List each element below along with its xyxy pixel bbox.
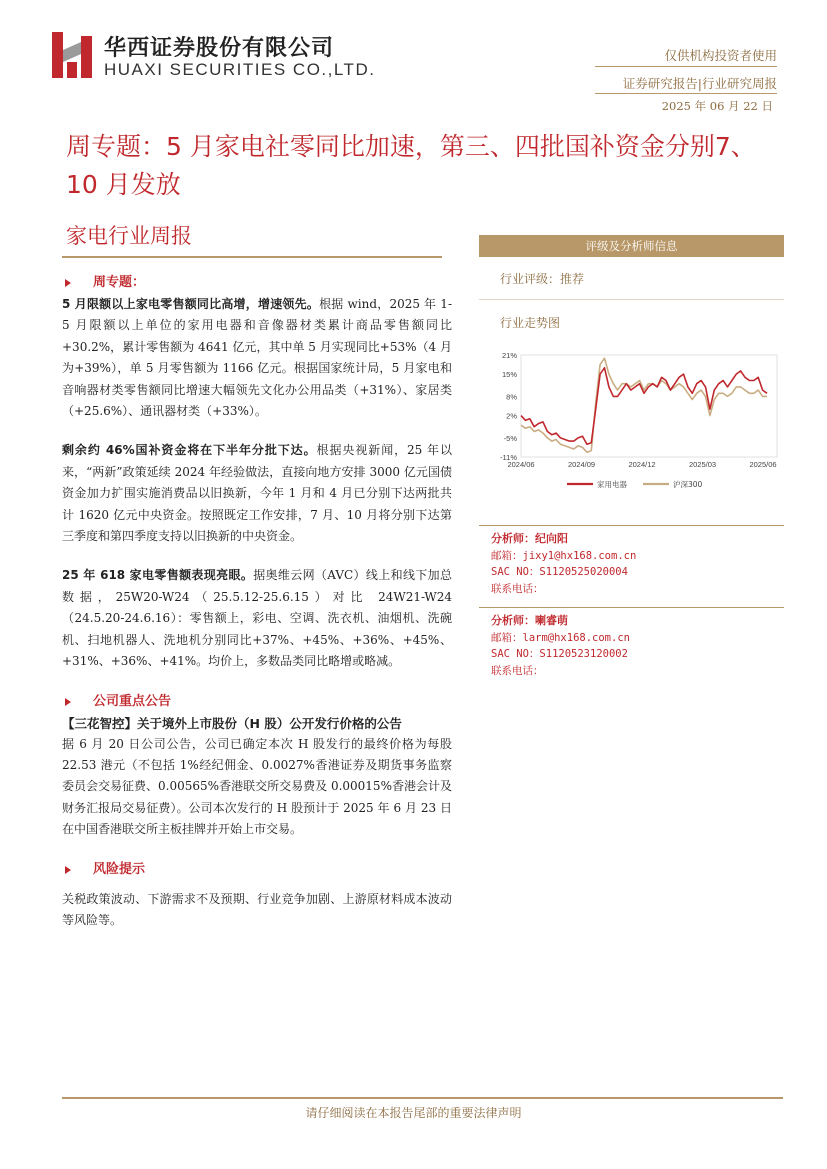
audience-note: 仅供机构投资者使用 xyxy=(664,48,777,63)
paragraph xyxy=(62,440,452,547)
header-divider xyxy=(595,66,777,67)
sidebar-divider xyxy=(479,525,784,526)
analyst-phone: 联系电话： xyxy=(491,664,544,677)
header-divider xyxy=(595,93,777,94)
trend-chart-label: 行业走势图 xyxy=(500,316,561,330)
main-content xyxy=(62,272,452,931)
x-tick-label: 2024/12 xyxy=(628,460,656,469)
section-heading-label: 周专题： xyxy=(93,275,146,291)
x-tick-label: 2024/09 xyxy=(567,460,596,469)
analyst-email: 邮箱：larm@hx168.com.cn xyxy=(491,631,630,644)
report-title: 周专题：5 月家电社零同比加速，第三、四批国补资金分别7、10 月发放 xyxy=(66,132,756,199)
subtitle-divider xyxy=(62,256,442,258)
sidebar xyxy=(479,235,784,677)
paragraph-body: 据奥维云网（AVC）线上和线下加总数据，25W20-W24（25.5.12-25.6.15）对比 24W21-W24（24.5.20-24.6.16）：零售额上，彩电、空调、洗衣机、油烟机、洗碗机、扫地机器人、洗地机分别同比+37%、+45%、+36%、+45%、+31%、+36%、+41%。均价上，多数品类同比略增或略减。 xyxy=(62,568,452,669)
section-heading-label: 风险提示 xyxy=(93,861,146,877)
analyst-sac: SAC NO：S1120523120002 xyxy=(491,648,628,661)
analyst-phone: 联系电话： xyxy=(491,582,544,595)
huaxi-logo-icon xyxy=(52,32,96,78)
y-tick-label: 21% xyxy=(501,351,517,360)
arrow-right-icon xyxy=(65,279,71,287)
legend-label: 家用电器 xyxy=(597,480,627,489)
paragraph-lead: 25 年 618 家电零售额表现亮眼。 xyxy=(62,568,254,583)
industry-rating: 行业评级：推荐 xyxy=(500,272,585,286)
report-category: 证券研究报告|行业研究周报 xyxy=(622,76,777,91)
section-heading-company xyxy=(62,691,452,713)
arrow-right-icon xyxy=(65,698,71,706)
x-tick-label: 2025/03 xyxy=(688,460,717,469)
x-tick-label: 2025/06 xyxy=(749,460,777,469)
analyst-name: 分析师：喇睿萌 xyxy=(491,614,568,627)
analyst-card xyxy=(491,531,636,597)
company-name-cn: 华西证券股份有限公司 xyxy=(104,36,335,61)
paragraph xyxy=(62,565,452,672)
notice-title: 【三花智控】关于境外上市股份（H 股）公开发行价格的公告 xyxy=(62,715,402,731)
section-heading-label: 公司重点公告 xyxy=(93,693,172,709)
paragraph-body: 根据央视新闻，25 年以来，“两新”政策延续 2024 年经验做法，直接向地方安排 3000 亿元国债资金加力扩围实施消费品以旧换新，今年 1 月和 4 月已分别下达两批共计 1620 亿元中央资金。按照既定工作安排，7 月、10 月将分别下达第三季度和第四季度支持以旧换新的中央资金。 xyxy=(62,443,452,544)
sidebar-header: 评级及分析师信息 xyxy=(479,235,784,257)
arrow-right-icon xyxy=(65,866,71,874)
analyst-email: 邮箱：jixy1@hx168.com.cn xyxy=(491,549,637,562)
analyst-name: 分析师：纪向阳 xyxy=(491,532,568,545)
y-tick-label: 15% xyxy=(501,370,517,380)
paragraph: 据 6 月 20 日公司公告，公司已确定本次 H 股发行的最终价格为每股 22.53 港元（不包括 1%经纪佣金、0.0027%香港证券及期货事务监察委员会交易征费、0.00565%香港联交所交易费及 0.00015%香港会计及财务汇报局交易征费）。公司本次发行的 H 股预计于 2025 年 6 月 23 日在中国香港联交所主板挂牌并开始上市交易。 xyxy=(62,736,452,837)
company-name-en: HUAXI SECURITIES CO.,LTD. xyxy=(104,60,376,79)
section-heading-risk xyxy=(62,859,452,881)
y-tick-label: 8% xyxy=(506,392,517,402)
y-tick-label: -11% xyxy=(500,453,517,462)
report-subtitle: 家电行业周报 xyxy=(66,224,192,248)
paragraph-lead: 5 月限额以上家电零售额同比高增，增速领先。 xyxy=(62,297,320,311)
paragraph: 关税政策波动、下游需求不及预期、行业竞争加剧、上游原材料成本波动等风险等。 xyxy=(62,891,452,927)
series-line-appliance xyxy=(521,368,767,445)
paragraph-body: 根据 wind，2025 年 1-5 月限额以上单位的家用电器和音像器材类累计商品零售额同比+30.2%，累计零售额为 4641 亿元，其中单 5 月实现同比+53%（4 月为+39%），单 5 月零售额为 1166 亿元。根据国家统计局，5 月家电和音响器材类零售额同比增速大幅领先文化办公用品类（+31%）、家居类（+25.6%）、通讯器材类（+33%）。 xyxy=(62,297,452,419)
legend-label: 沪深300 xyxy=(673,480,703,489)
section-heading-topic xyxy=(62,272,452,294)
footer-divider xyxy=(62,1097,783,1099)
series-line-csi300 xyxy=(521,358,767,452)
x-tick-label: 2024/06 xyxy=(507,460,535,469)
sidebar-divider xyxy=(479,607,784,608)
y-tick-label: 2% xyxy=(506,411,517,421)
paragraph-lead: 剩余约 46%国补资金将在下半年分批下达。 xyxy=(62,443,317,458)
paragraph xyxy=(62,294,452,422)
y-tick-label: -5% xyxy=(503,433,517,443)
legal-disclaimer: 请仔细阅读在本报告尾部的重要法律声明 xyxy=(305,1106,522,1120)
analyst-card xyxy=(491,613,630,679)
report-date: 2025 年 06 月 22 日 xyxy=(661,99,773,113)
analyst-sac: SAC NO：S1120525020004 xyxy=(491,566,628,579)
plot-area xyxy=(521,355,777,457)
